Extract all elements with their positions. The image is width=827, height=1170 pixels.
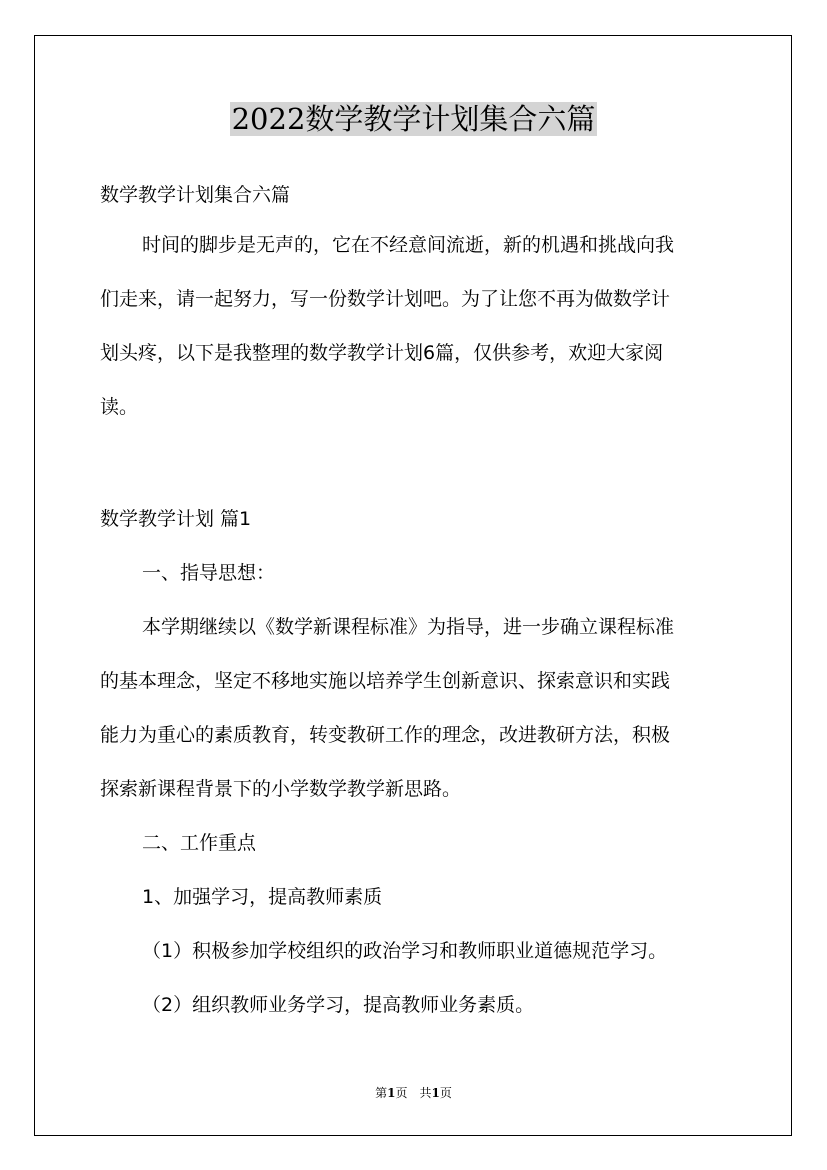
page-number: 1: [387, 1086, 396, 1100]
focus-heading: 二、工作重点: [142, 832, 257, 854]
list-item: 1、加强学习，提高教师素质: [142, 886, 383, 908]
guide-line-3: 能力为重心的素质教育，转变教研工作的理念，改进教研方法，积极: [100, 724, 671, 746]
document-title: 2022数学教学计划集合六篇: [231, 102, 596, 136]
guide-line-1: 本学期继续以《数学新课程标准》为指导，进一步确立课程标准: [142, 616, 675, 638]
subtitle: 数学教学计划集合六篇: [100, 184, 291, 206]
section-heading: 数学教学计划 篇1: [100, 508, 252, 530]
intro-line-2: 们走来，请一起努力，写一份数学计划吧。为了让您不再为做数学计: [100, 288, 671, 310]
intro-line-1: 时间的脚步是无声的，它在不经意间流逝，新的机遇和挑战向我: [142, 234, 675, 256]
guide-line-4: 探索新课程背景下的小学数学教学新思路。: [100, 778, 462, 800]
intro-line-4: 读。: [100, 396, 139, 418]
guide-line-2: 的基本理念，坚定不移地实施以培养学生创新意识、探索意识和实践: [100, 670, 671, 692]
intro-line-3: 划头疼，以下是我整理的数学教学计划6篇，仅供参考，欢迎大家阅: [100, 342, 664, 364]
page-footer: 第1页 共1页: [375, 1086, 452, 1100]
list-item: （2）组织教师业务学习，提高教师业务素质。: [142, 994, 535, 1016]
guide-heading: 一、指导思想：: [142, 562, 276, 584]
page-total: 1: [431, 1086, 440, 1100]
list-item: （1）积极参加学校组织的政治学习和教师职业道德规范学习。: [142, 940, 668, 962]
